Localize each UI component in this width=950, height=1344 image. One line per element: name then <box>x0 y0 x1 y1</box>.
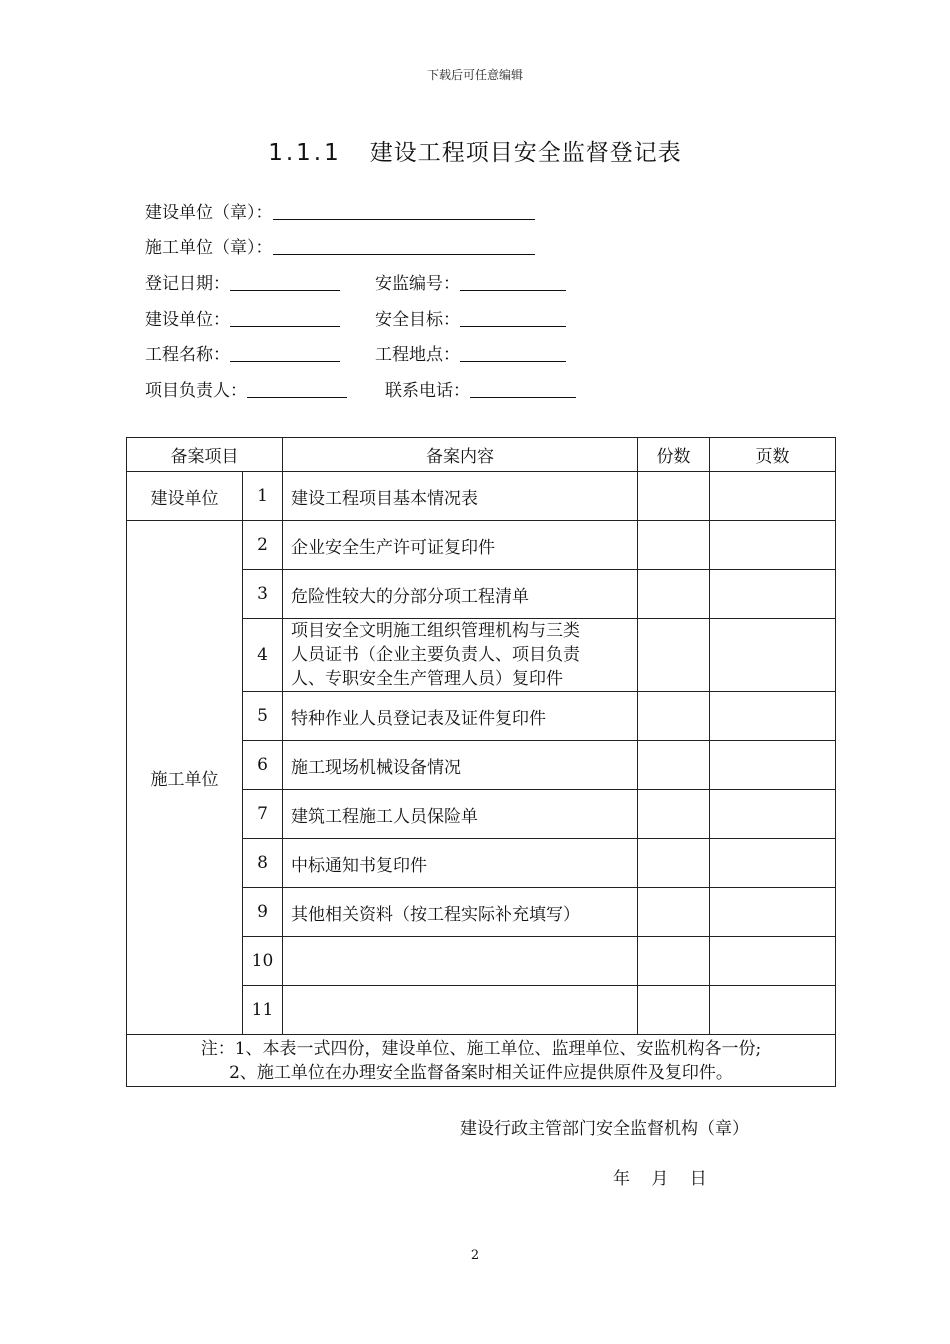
copies-cell[interactable] <box>638 839 710 888</box>
registration-table <box>126 437 836 1087</box>
pages-cell[interactable] <box>710 570 836 619</box>
pages-cell[interactable] <box>710 986 836 1035</box>
header-content: 备案内容 <box>283 438 638 472</box>
copies-cell[interactable] <box>638 937 710 986</box>
pages-cell[interactable] <box>710 619 836 692</box>
signature-line: 建设行政主管部门安全监督机构（章） <box>460 1119 749 1139</box>
row-number: 9 <box>243 888 283 937</box>
row-number: 7 <box>243 790 283 839</box>
row-number: 10 <box>243 937 283 986</box>
copies-cell[interactable] <box>638 619 710 692</box>
row-content: 特种作业人员登记表及证件复印件 <box>283 692 638 741</box>
row-number: 5 <box>243 692 283 741</box>
field-register-date <box>145 270 340 294</box>
field-project-leader <box>145 377 347 401</box>
blank-line[interactable] <box>460 270 566 291</box>
blank-line[interactable] <box>460 306 566 327</box>
field-label: 安监编号： <box>375 274 460 294</box>
field-label: 工程名称： <box>145 345 230 365</box>
copies-cell[interactable] <box>638 741 710 790</box>
row-number: 11 <box>243 986 283 1035</box>
field-construction-unit <box>145 199 535 223</box>
field-label: 联系电话： <box>385 381 470 401</box>
notes-cell <box>127 1035 836 1087</box>
row-content <box>283 619 638 692</box>
field-label: 工程地点： <box>375 345 460 365</box>
blank-line[interactable] <box>230 341 340 362</box>
row-content: 施工现场机械设备情况 <box>283 741 638 790</box>
field-label: 建设单位（章）： <box>145 203 273 223</box>
field-build-unit <box>145 306 340 330</box>
page-title <box>0 134 950 167</box>
field-safety-target <box>375 306 566 330</box>
pages-cell[interactable] <box>710 839 836 888</box>
copies-cell[interactable] <box>638 570 710 619</box>
blank-line[interactable] <box>273 234 535 255</box>
field-contact-phone <box>385 377 576 401</box>
notes-row <box>127 1035 836 1087</box>
pages-cell[interactable] <box>710 888 836 937</box>
page-number: 2 <box>470 1248 480 1263</box>
note-line: 注：1、本表一式四份，建设单位、施工单位、监理单位、安监机构各一份; <box>200 1038 762 1059</box>
row-number: 6 <box>243 741 283 790</box>
field-contractor-unit <box>145 234 535 258</box>
field-label: 建设单位： <box>145 310 230 330</box>
date-line: 年 月 日 <box>613 1169 707 1189</box>
copies-cell[interactable] <box>638 692 710 741</box>
row-content[interactable] <box>283 937 638 986</box>
row-number: 8 <box>243 839 283 888</box>
table-row <box>127 472 836 521</box>
row-number: 3 <box>243 570 283 619</box>
title-text: 建设工程项目安全监督登记表 <box>369 140 682 166</box>
group-contractor-unit: 施工单位 <box>127 521 243 1035</box>
blank-line[interactable] <box>470 377 576 398</box>
pages-cell[interactable] <box>710 741 836 790</box>
header-item: 备案项目 <box>127 438 283 472</box>
field-label: 登记日期： <box>145 274 230 294</box>
row-content: 危险性较大的分部分项工程清单 <box>283 570 638 619</box>
copies-cell[interactable] <box>638 521 710 570</box>
blank-line[interactable] <box>460 341 566 362</box>
title-number: 1.1.1 <box>268 140 342 166</box>
note-line: 2、施工单位在办理安全监督备案时相关证件应提供原件及复印件。 <box>229 1062 733 1083</box>
pages-cell[interactable] <box>710 472 836 521</box>
field-project-name <box>145 341 340 365</box>
table-row <box>127 521 836 570</box>
header-copies: 份数 <box>638 438 710 472</box>
pages-cell[interactable] <box>710 692 836 741</box>
header-note: 下载后可任意编辑 <box>426 68 523 82</box>
row-content: 其他相关资料（按工程实际补充填写） <box>283 888 638 937</box>
blank-line[interactable] <box>247 377 347 398</box>
row-number: 1 <box>243 472 283 521</box>
copies-cell[interactable] <box>638 472 710 521</box>
row-number: 2 <box>243 521 283 570</box>
copies-cell[interactable] <box>638 790 710 839</box>
row-content: 中标通知书复印件 <box>283 839 638 888</box>
row-number: 4 <box>243 619 283 692</box>
row-content: 企业安全生产许可证复印件 <box>283 521 638 570</box>
row-content: 建筑工程施工人员保险单 <box>283 790 638 839</box>
pages-cell[interactable] <box>710 521 836 570</box>
copies-cell[interactable] <box>638 986 710 1035</box>
row-content: 建设工程项目基本情况表 <box>283 472 638 521</box>
pages-cell[interactable] <box>710 937 836 986</box>
pages-cell[interactable] <box>710 790 836 839</box>
row-content[interactable] <box>283 986 638 1035</box>
blank-line[interactable] <box>273 199 535 220</box>
content-line: 人、专职安全生产管理人员）复印件 <box>291 669 563 689</box>
field-label: 施工单位（章）： <box>145 238 273 258</box>
copies-cell[interactable] <box>638 888 710 937</box>
field-supervision-no <box>375 270 566 294</box>
group-build-unit: 建设单位 <box>127 472 243 521</box>
header-pages: 页数 <box>710 438 836 472</box>
blank-line[interactable] <box>230 270 340 291</box>
blank-line[interactable] <box>230 306 340 327</box>
content-line: 人员证书（企业主要负责人、项目负责 <box>291 645 580 665</box>
table-header-row <box>127 438 836 472</box>
field-label: 项目负责人： <box>145 381 247 401</box>
field-project-location <box>375 341 566 365</box>
content-line: 项目安全文明施工组织管理机构与三类 <box>291 621 580 641</box>
field-label: 安全目标： <box>375 310 460 330</box>
